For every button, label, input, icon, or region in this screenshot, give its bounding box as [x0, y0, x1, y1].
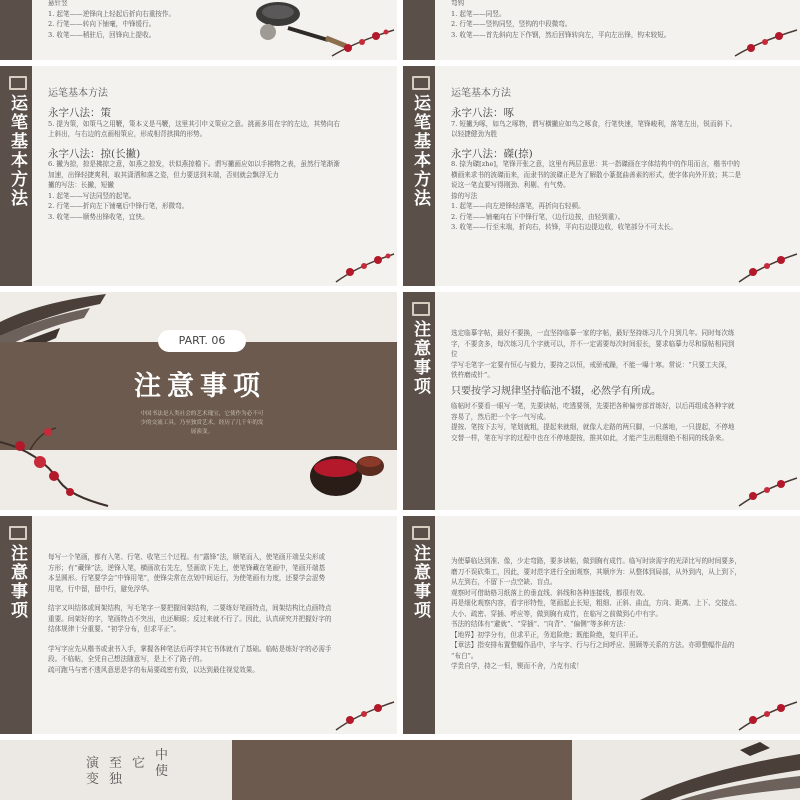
text-line: 2. 行笔——铺毫向右下中锋行笔，（边行边按，由轻到重）。: [451, 212, 625, 221]
slide-heading: 运笔基本方法: [48, 88, 108, 99]
text-line: 每写一个笔画，都有入笔、行笔、收笔三个过程。有“露锋”法，顺笔而入，使笔画开端呈尖形或: [48, 553, 326, 561]
text-line: 结体规律十分重要。“初学分布，但求平正”。: [48, 625, 181, 633]
text-line: 1. 起笔——写法同竖的起笔。: [48, 191, 136, 200]
text-line: 3. 收笔——行至末端，折向右，转锋，平向右边提边收，收笔部分不可太长。: [451, 223, 677, 231]
text-line: 从左到右，不留下一点空缺、盲点。: [451, 578, 557, 586]
text-line: 书法的结体有“避就”、“穿插”、“向背”、“偏侧”等多种方法：: [451, 620, 630, 628]
slide-sidebar: [403, 292, 435, 510]
sidebar-title: 注意事项: [410, 320, 430, 396]
text-line: 段。不临帖，全凭自己想法随意写，是上不了路子的。: [48, 655, 207, 663]
text-line: 撇的写法：长撇，短撇: [48, 181, 114, 189]
plum-blossom-decoration: [330, 22, 396, 58]
slide-sidebar: [403, 0, 435, 60]
text-line: 中国书法是人类社会的艺术瑰宝，它使作为必不可: [140, 411, 264, 417]
text-char: 使: [154, 764, 168, 779]
text-line: 8. 捺为磔[zhe]，笔锋开张之意，这里有两层意思：其一指磔画在字体结构中的作用而言，楷书中的: [451, 160, 740, 168]
text-line: 学贵自学，持之一恒，锲而不舍，乃克有成！: [451, 662, 583, 670]
slide-9-thumbnail[interactable]: [0, 740, 800, 800]
seal-icon: [9, 76, 27, 90]
text-line: 交替一样，笔在写字的过程中也在不停地提按，推其如此，才能产生出粗细绝不相同的线条来。: [451, 433, 728, 442]
plum-blossom-decoration: [334, 244, 396, 284]
text-line: 少的交流工具，乃至独赏艺术，经历了几千年的发: [140, 420, 264, 426]
red-lacquer-bowl-illustration: [300, 442, 390, 502]
text-line: 悬针竖: [48, 0, 68, 7]
text-line: 本呈圆形。行笔要学会“中锋用笔”，使锋尖常在点划中间运行，为使笔画有力度，还要学会涩势: [48, 574, 326, 582]
text-line: 5. 提为策，如策马之用鞭，策本义是马鞭，这里其引申义策应之意。挑画多用在字的左边，其势向右: [48, 119, 340, 128]
text-line: 临帖时不要看一眼写一笔，先要读帖，吃透要领，先要把各种偏旁部首练好，以后再组成各种字就: [451, 402, 735, 410]
slide-8-body: [451, 556, 788, 672]
slide-3-body: [48, 108, 385, 222]
text-line: 方形；有“藏锋”法，逆锋入笔，横画欲右先左，竖画欲下先上，使笔锋藏在笔画中，笔画开端基: [48, 563, 326, 572]
text-line: 3. 收笔——顺势出锋收笔，宜快。: [48, 212, 149, 221]
text-line: 结字又叫结体或间架结构，写毛笔字一要把握间架结构，二要练好笔画特点，间架结构比点画特点: [48, 604, 332, 612]
temple-roof-illustration: [600, 740, 800, 800]
dark-panel: [232, 740, 572, 800]
text-char: 至: [108, 756, 122, 771]
text-line: 为使摹临达到准、像，少走弯路，要多读帖，做到胸有成竹。临写时读需字的光泽比写的时间要多，: [451, 557, 742, 565]
vertical-text-block: [78, 748, 168, 800]
plum-branch-illustration: [0, 422, 110, 510]
slide-4-thumbnail[interactable]: [403, 66, 800, 286]
text-char: 中: [154, 748, 168, 763]
text-line: 说这一笔直要写得刚劲、利剔、有气势。: [451, 181, 570, 189]
slide-sidebar: [0, 516, 32, 734]
text-char: 演: [85, 756, 99, 771]
text-line: 2. 行笔——竖钩同竖，竖钩的中段微弯。: [451, 20, 572, 28]
text-line: 学写字应先从楷书或隶书入手，掌握各种笔法后再学其它书体就有了基础。临帖是练好字的必需手: [48, 644, 332, 653]
text-line: 3. 收笔——稍驻后，回锋向上提收。: [48, 30, 156, 39]
text-line: 大小、疏密、穿插、呼应等，做到胸有成竹，在临写之前做到心中有字。: [451, 609, 662, 618]
text-line: 提按、笔按下去写，笔划就粗，提起来就细，就像人走路的两只脚，一只落地，一只提起，不停地: [451, 423, 735, 431]
text-line: 3. 收笔——首先斜向左下作钢，然后回锋转向左，平向左出锋，钩末较短。: [451, 30, 671, 39]
part-label-pill: PART. 06: [158, 330, 246, 352]
text-line: 展演变。: [190, 429, 214, 435]
slide-7-thumbnail[interactable]: [0, 516, 397, 734]
slide-8-thumbnail[interactable]: [403, 516, 800, 734]
text-line: 学写毛笔字一定要有恒心与毅力，要持之以恒，戒骄戒躁，不能一曝十寒。常说：“只要工夫深，: [451, 360, 732, 369]
slide-7-body: [48, 552, 385, 675]
text-line: 疏可跑马与密不透风意思是字的布局要疏密有致，以达到最佳视觉效果。: [48, 665, 259, 674]
seal-icon: [412, 526, 430, 540]
text-line: 1. 起笔——向左逆锋轻落笔，再折向右轻顿。: [451, 202, 585, 210]
plum-blossom-decoration: [737, 692, 799, 732]
section-subheading: 永字八法：策: [48, 107, 111, 119]
text-line: 弯钩: [451, 0, 465, 7]
emphasis-line: 只要按学习规律坚持临池不辍，必然学有所成。: [451, 385, 661, 397]
section-description: [112, 410, 292, 437]
text-line: 铁杵磨成针”。: [451, 371, 494, 379]
slide-6-thumbnail[interactable]: [403, 292, 800, 510]
text-line: 1. 起笔——逆锋向上轻起后折向右重按作。: [48, 9, 176, 18]
plum-blossom-decoration: [737, 244, 799, 284]
text-line: 观察时可借助格习纸落上的垂直线、斜线和各种连接线，都很有效。: [451, 588, 649, 597]
plum-blossom-decoration: [733, 22, 799, 58]
text-line: 【章法】指安排布置整幅作品中，字与字、行与行之间呼应、照顾等关系的方法。亦即整幅作品的: [451, 641, 735, 649]
text-line: 7. 短撇为啄，如鸟之啄物，谓写横撇应如鸟之啄食，行笔快速，笔锋峻利，落笔左出，锐而斜下。: [451, 119, 737, 128]
seal-icon: [412, 302, 430, 316]
section-subheading: 永字八法：啄: [451, 107, 514, 119]
text-line: 2. 行笔——转向下铺毫，中锋缓行。: [48, 20, 156, 28]
slide-sidebar: [403, 516, 435, 734]
text-line: 位: [451, 350, 458, 358]
slide-3-thumbnail[interactable]: [0, 66, 397, 286]
slide-sidebar: [403, 66, 435, 286]
section-title: 注意事项: [134, 371, 266, 402]
text-line: 上斜出，与右边的点画相策应，形成相背拱揖的形势。: [48, 130, 207, 138]
text-char: 它: [131, 756, 145, 771]
slide-6-body: [451, 328, 788, 443]
text-char: 独: [108, 772, 122, 787]
section-subheading: 永字八法：掠(长撇): [48, 147, 141, 160]
text-line: “布白”。: [451, 651, 478, 660]
text-line: 6. 撇为掠，掠是拂掠之意，如燕之掠发，状似燕掠檐下。谓写撇画应如以手拂物之表，虽然行笔渐渐: [48, 160, 340, 168]
text-line: 以轻捷健劲为胜: [451, 130, 498, 138]
text-line: 1. 起笔——同竖。: [451, 9, 506, 18]
text-line: 重要。间架好的字，笔画特点不突出，也还顺眼；反过来就不行了。因此，认真研究并把握好字的: [48, 614, 332, 623]
section-subheading: 永字八法：磔(捺): [451, 147, 533, 160]
sidebar-title: 运笔基本方法: [7, 94, 27, 208]
slide-4-body: [451, 108, 788, 233]
plum-blossom-decoration: [737, 468, 799, 508]
text-line: 字，不要贪多，每次练习几个字就可以，并不一定需要每次时间很长，要求临摹力尽和原帖相同到: [451, 339, 735, 348]
text-line: 选定临摹字帖，最好不要换，一直坚持临摹一家的字帖，最好坚持练习几个月到几年。同时每次练: [451, 329, 735, 337]
plum-blossom-decoration: [334, 692, 396, 732]
seal-icon: [412, 76, 430, 90]
sidebar-title: 运笔基本方法: [410, 94, 430, 208]
text-line: 2. 行笔——折向左下铺毫后中锋行笔，形微弯。: [48, 202, 189, 210]
text-line: 再是细化观察内容，看字形特性，笔画起止长短，粗细、正斜、曲直，方向、距离、上下、交接点、: [451, 599, 742, 607]
slide-5-section-cover[interactable]: [0, 292, 397, 510]
sidebar-title: 注意事项: [7, 544, 27, 620]
slide-sidebar: [0, 66, 32, 286]
slide-heading: 运笔基本方法: [451, 88, 511, 99]
text-line: 磨刀不误砍柴工，因此，要对范字进行全面观察，其顺序为：从整体到局部，从外到内，从上到下，: [451, 567, 742, 576]
seal-icon: [9, 526, 27, 540]
slide-sidebar: [0, 0, 32, 60]
sidebar-title: 注意事项: [410, 544, 430, 620]
text-line: 捺的写法: [451, 191, 478, 200]
text-line: 加速，出锋轻捷爽利，取其潇洒和落之姿，但力要送到末端，否则就会飘浮无力: [48, 170, 279, 179]
slide-2-thumbnail[interactable]: [403, 0, 800, 60]
text-line: 【地界】初学分有，但求平正，务追险绝；既能险绝，复归平正。: [451, 630, 643, 639]
text-line: 容易了，然后把一个字一气写成。: [451, 412, 550, 421]
text-char: 变: [85, 772, 99, 787]
slide-1-thumbnail[interactable]: [0, 0, 397, 60]
text-line: 用笔，行中留，留中行，避免浮华。: [48, 584, 154, 593]
text-line: 横画来求书的波磔而来，而隶书的波磔正是为了解散小篆挺曲善素的形式，使字体向外开放；其二是: [451, 170, 742, 179]
